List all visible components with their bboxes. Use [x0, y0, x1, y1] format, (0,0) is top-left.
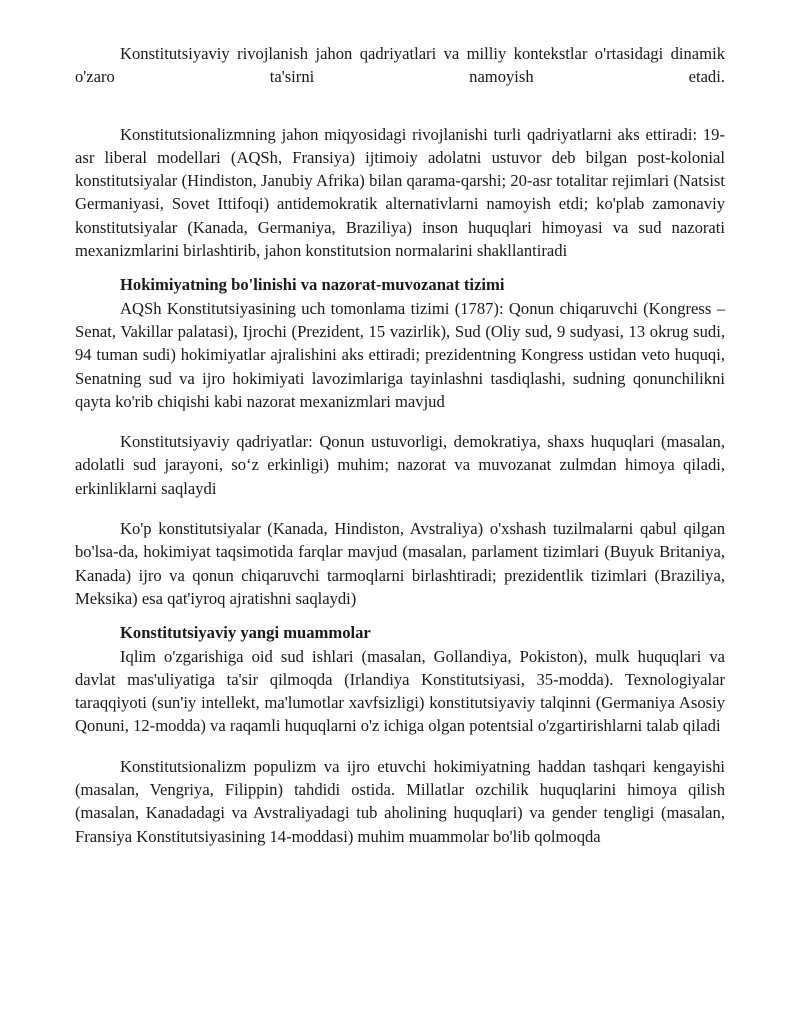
spacer [75, 89, 725, 123]
section-heading-new-challenges: Konstitutsiyaviy yangi muammolar [120, 623, 371, 643]
spacer [75, 500, 725, 517]
global-development-paragraph: Konstitutsionalizmning jahon miqyosidagi rivojlanishi turli qadriyatlarni aks ettiradi: 19-asr liberal modellari (AQSh, Fransiya) ijtimoiy adolatni ustuvor deb bilgan post-kolonial konstitutsiyalar (Hindiston, Janubiy Afrika) bilan qarama-qarshi; 20-asr totalitar rejimlari (Natsist Germaniyasi, Sovet Ittifoqi) antidemokratik alternativlarni namoyish etdi; ko'plab zamonaviy konstitutsiyalar (Kanada, Germaniya, Braziliya) inson huquqlari himoyasi va sud nazorati mexanizmlarini birlashtirib, jahon konstitutsion normalarini shakllantiradi [75, 124, 725, 261]
spacer [75, 262, 725, 273]
intro-paragraph: Konstitutsiyaviy rivojlanish jahon qadriyatlari va milliy kontekstlar o'rtasidagi dinamik o'zaro ta'sirni namoyish etadi. [75, 44, 725, 87]
document-page [75, 42, 725, 848]
us-constitution-paragraph: AQSh Konstitutsiyasining uch tomonlama tizimi (1787): Qonun chiqaruvchi (Kongress – Senat, Vakillar palatasi), Ijrochi (Prezident, 15 vazirlik), Sud (Oliy sud, 9 sudyasi, 13 okrug sudi, 94 tuman sudi) hokimiyatlar ajralishini aks ettiradi; prezidentning Kongress ustidan veto huquqi, Senatning sud va ijro hokimiyati lavozimlariga tayinlashni tasdiqlashi, sudning qonunchilikni qayta ko'rib chiqishi kabi nazorat mexanizmlari mavjud [75, 298, 725, 411]
comparative-structures-paragraph: Ko'p konstitutsiyalar (Kanada, Hindiston, Avstraliya) o'xshash tuzilmalarni qabul qilgan bo'lsa-da, hokimiyat taqsimotida farqlar mavjud (masalan, parlament tizimlari (Buyuk Britaniya, Kanada) ijro va qonun chiqaruvchi tarmoqlarni birlashtiradi; prezidentlik tizimlari (Braziliya, Meksika) esa qat'iyroq ajratishni saqlaydi) [75, 519, 725, 608]
constitutional-values-paragraph: Konstitutsiyaviy qadriyatlar: Qonun ustuvorligi, demokratiya, shaxs huquqlari (masalan, adolatli sud jarayoni, so‘z erkinligi) muhim; nazorat va muvozanat zulmdan himoya qiladi, erkinliklarni saqlaydi [75, 432, 725, 498]
populism-paragraph: Konstitutsionalizm populizm va ijro etuvchi hokimiyatning haddan tashqari kengayishi (masalan, Vengriya, Filippin) tahdidi ostida. Millatlar ozchilik huquqlarini himoya qilish (masalan, Kanadadagi va Avstraliyadagi tub aholining huquqlari) va gender tengligi (masalan, Fransiya Konstitutsiyasining 14-moddasi) muhim muammolar bo'lib qolmoqda [75, 756, 725, 846]
spacer [75, 610, 725, 621]
spacer [75, 413, 725, 430]
climate-technology-paragraph: Iqlim o'zgarishiga oid sud ishlari (masalan, Gollandiya, Pokiston), mulk huquqlari va davlat mas'uliyatiga ta'sir qilmoqda (Irlandiya Konstitutsiyasi, 35-modda). Texnologiyalar taraqqiyoti (sun'iy intellekt, ma'lumotlar xavfsizligi) konstitutsiyaviy talqinni (Germaniya Asosiy Qonuni, 12-modda) va raqamli huquqlarni o'z ichiga olgan potentsial o'zgartirishlarni talab qiladi [75, 646, 725, 736]
spacer [75, 738, 725, 755]
section-heading-separation-of-powers: Hokimiyatning bo'linishi va nazorat-muvozanat tizimi [120, 275, 505, 295]
